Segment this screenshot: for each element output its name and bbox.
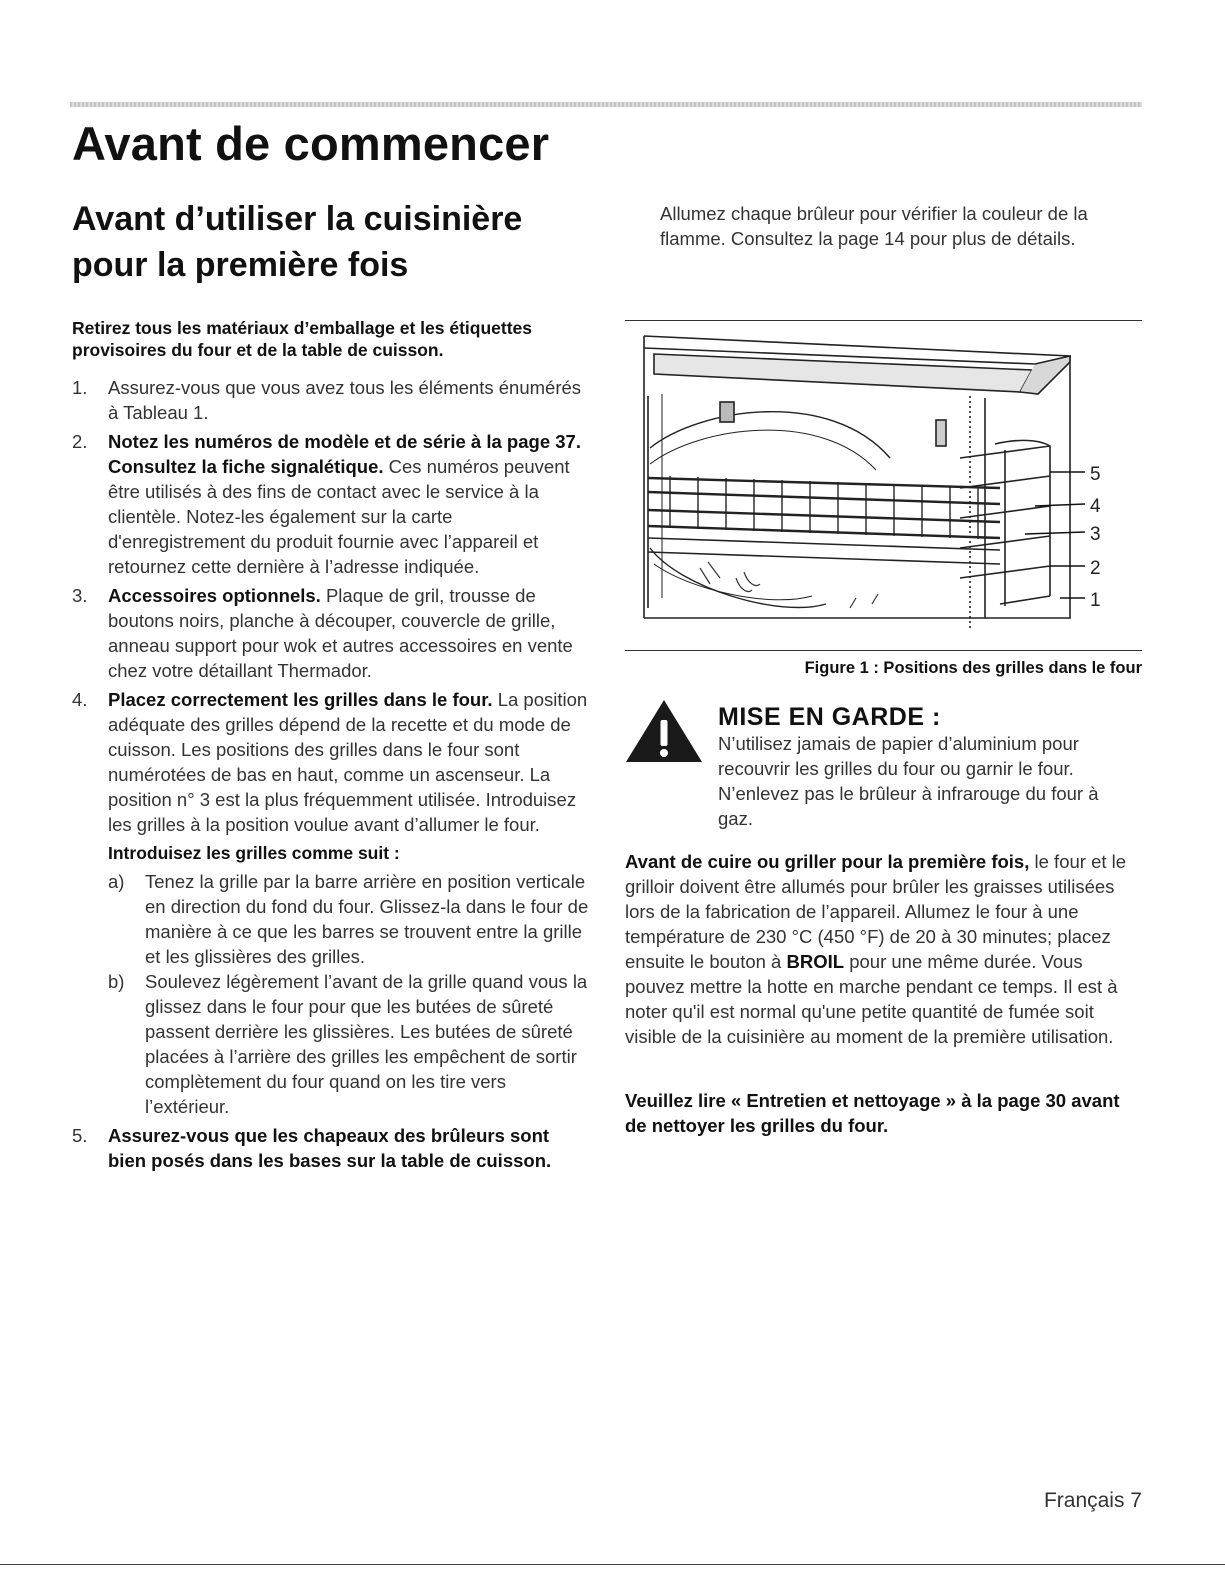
list-item [108, 869, 592, 969]
sub-step-text: Tenez la grille par la barre arrière en position verticale en direction du fond du four. Glissez-la dans le four de manière à ce que les barres se trouvent entre la grille et les glissières des grilles. [145, 871, 589, 967]
sub-steps-list [108, 869, 592, 1119]
list-item [72, 429, 592, 579]
step-bold: Assurez-vous que les chapeaux des brûleurs sont bien posés dans les bases sur la table de cuisson. [108, 1125, 552, 1171]
left-column [72, 317, 592, 1177]
first-use-bold: Avant de cuire ou griller pour la première fois, [625, 851, 1030, 872]
warning-icon [624, 698, 704, 764]
sub-step-letter: b) [108, 971, 125, 992]
step-text: Assurez-vous que vous avez tous les éléments énumérés à Tableau 1. [108, 377, 582, 423]
page-title: Avant de commencer [72, 117, 550, 170]
sub-step-text: Soulevez légèrement l’avant de la grille quand vous la glissez dans le four pour que les butées de sûreté passent derrière les glissières. Les butées de sûreté placées à l’arrière des grilles les empêchent de sortir complètement du four quand on les tire vers l’extérieur. [145, 971, 588, 1117]
header-rule [70, 102, 1142, 107]
sub-heading: Introduisez les grilles comme suit : [108, 843, 400, 863]
figure-bottom-rule [625, 650, 1142, 651]
rack-label-2: 2 [1090, 558, 1101, 579]
steps-list [72, 375, 592, 1173]
cleaning-note: Veuillez lire « Entretien et nettoyage » à la page 30 avant de nettoyer les grilles du four. [625, 1090, 1120, 1136]
rack-label-1: 1 [1090, 590, 1101, 611]
rack-label-3: 3 [1090, 524, 1101, 545]
step-number: 4. [72, 689, 88, 710]
warning-title: MISE EN GARDE : [718, 703, 941, 731]
warning-text: N’utilisez jamais de papier d’aluminium pour recouvrir les grilles du four ou garnir le four. N’enlevez pas le brûleur à infrarouge du four à gaz. [718, 733, 1099, 829]
list-item [72, 583, 592, 683]
step-bold: Placez correctement les grilles dans le four. [108, 689, 493, 710]
sub-step-letter: a) [108, 871, 125, 892]
step-bold: Notez les numéros de modèle et de série à la page 37. Consultez la fiche signalétique. [108, 431, 581, 477]
bottom-rule [0, 1564, 1225, 1565]
list-item [72, 1123, 592, 1173]
figure-caption: Figure 1 : Positions des grilles dans le four [804, 659, 1142, 677]
first-use-text: le four et le grilloir doivent être allumés pour brûler les graisses utilisées lors de la fabrication de l’appareil. Allumez le four à une température de 230 °C (450 °F) de 20 à 30 minutes; placez ensuite le bouton à [625, 851, 1127, 972]
oven-rack-illustration [640, 328, 1120, 640]
first-use-text-2: pour une même durée. Vous pouvez mettre la hotte en marche pendant ce temps. Il est à noter qu'il est normal qu'une petite quantité de fumée soit visible de la cuisinière au moment de la première utilisation. [625, 951, 1118, 1047]
step-number: 2. [72, 431, 88, 452]
list-item [72, 375, 592, 425]
broil-label: BROIL [786, 951, 845, 972]
step-bold: Accessoires optionnels. [108, 585, 321, 606]
list-item [108, 969, 592, 1119]
lead-instruction: Retirez tous les matériaux d’emballage et les étiquettes provisoires du four et de la table de cuisson. [72, 318, 533, 360]
rack-label-4: 4 [1090, 496, 1101, 517]
rack-label-5: 5 [1090, 464, 1101, 485]
step-text: Ces numéros peuvent être utilisés à des fins de contact avec le service à la clientèle. Notez-les également sur la carte d'enregistrement du produit fournie avec l’appareil et retournez cette dernière à l’adresse indiquée. [108, 456, 570, 577]
first-use-paragraph [625, 849, 1143, 1049]
step-number: 5. [72, 1125, 88, 1146]
figure-top-rule [625, 320, 1142, 321]
step-number: 3. [72, 585, 88, 606]
section-title: Avant d’utiliser la cuisinière pour la première fois [72, 200, 523, 284]
step-text: Plaque de gril, trousse de boutons noirs, planche à découper, couvercle de grille, anneau support pour wok et autres accessoires en vente chez votre détaillant Thermador. [108, 585, 573, 681]
list-item [72, 687, 592, 1119]
intro-paragraph: Allumez chaque brûleur pour vérifier la couleur de la flamme. Consultez la page 14 pour plus de détails. [660, 203, 1088, 249]
page-footer: Français 7 [1043, 1489, 1142, 1512]
step-text: La position adéquate des grilles dépend de la recette et du mode de cuisson. Les positions des grilles dans le four sont numérotées de bas en haut, comme un ascenseur. La position n° 3 est la plus fréquemment utilisée. Introduisez les grilles à la position voulue avant d’allumer le four. [108, 689, 588, 835]
step-number: 1. [72, 377, 88, 398]
